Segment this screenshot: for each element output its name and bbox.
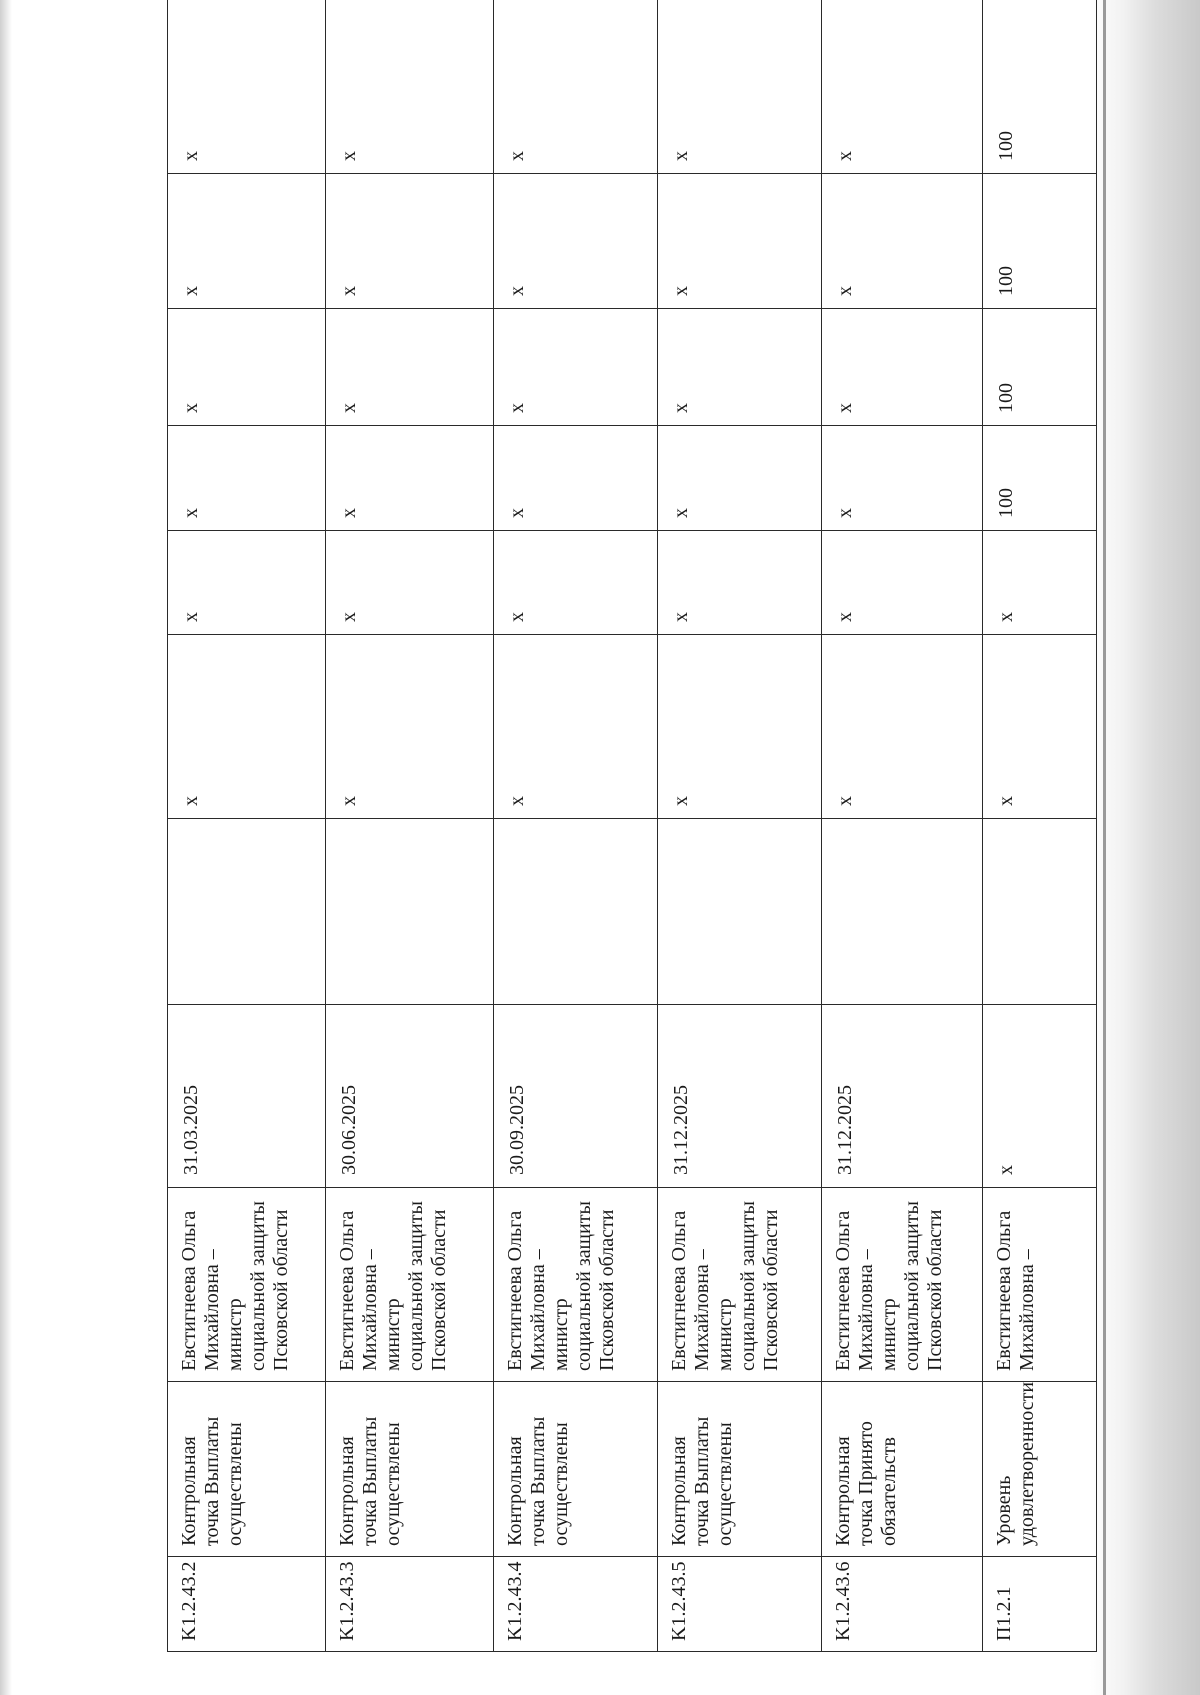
date-cell [167, 1004, 326, 1188]
value-text-8: x [670, 403, 692, 413]
indicator-name-text: Контрольная точка Принято обязательств [832, 1421, 900, 1546]
code-cell [493, 1556, 658, 1652]
value-text-8: 100 [995, 383, 1017, 413]
value-cell-6 [657, 530, 822, 635]
value-text-5: x [834, 796, 856, 806]
value-text-9: x [338, 286, 360, 296]
responsible-cell [167, 1187, 326, 1382]
date-text: x [995, 1165, 1017, 1175]
value-cell-6 [167, 530, 326, 635]
value-cell-5 [657, 634, 822, 819]
value-text-6: x [995, 612, 1017, 622]
value-text-9: x [834, 286, 856, 296]
value-text-10: x [180, 151, 202, 161]
value-cell-7 [493, 425, 658, 531]
empty-cell [821, 818, 983, 1005]
value-cell-10 [493, 0, 658, 174]
responsible-text: Евстигнеева Ольга Михайловна – министр социальной защиты Псковской области [504, 1201, 618, 1371]
value-cell-8 [325, 308, 494, 426]
code-cell [167, 1556, 326, 1652]
value-cell-6 [325, 530, 494, 635]
date-cell [325, 1004, 494, 1188]
indicator-name-cell [325, 1381, 494, 1557]
value-cell-9 [821, 173, 983, 309]
indicator-name-text: Уровень удовлетворенности [993, 1381, 1038, 1546]
value-text-7: x [670, 508, 692, 518]
value-cell-7 [982, 425, 1097, 531]
responsible-cell [821, 1187, 983, 1382]
value-cell-5 [982, 634, 1097, 819]
empty-cell [657, 818, 822, 1005]
indicator-name-text: Контрольная точка Выплаты осуществлены [504, 1416, 572, 1546]
value-text-7: x [834, 508, 856, 518]
value-cell-5 [325, 634, 494, 819]
value-cell-9 [167, 173, 326, 309]
indicator-name-cell [657, 1381, 822, 1557]
value-text-5: x [995, 796, 1017, 806]
scan-right-edge-line [1103, 0, 1106, 1695]
value-cell-10 [982, 0, 1097, 174]
responsible-text: Евстигнеева Ольга Михайловна – министр социальной защиты Псковской области [178, 1201, 292, 1371]
value-cell-7 [325, 425, 494, 531]
value-text-8: x [180, 403, 202, 413]
value-cell-9 [493, 173, 658, 309]
scan-right-edge [1090, 0, 1200, 1695]
code-cell [821, 1556, 983, 1652]
value-text-10: x [670, 151, 692, 161]
code-text: K1.2.43.6 [832, 1561, 854, 1641]
empty-cell [167, 818, 326, 1005]
value-cell-6 [493, 530, 658, 635]
value-cell-5 [167, 634, 326, 819]
value-text-7: 100 [995, 488, 1017, 518]
indicator-name-text: Контрольная точка Выплаты осуществлены [336, 1416, 404, 1546]
value-cell-10 [325, 0, 494, 174]
value-text-7: x [338, 508, 360, 518]
code-text: K1.2.43.2 [178, 1561, 200, 1641]
code-text: K1.2.43.4 [504, 1561, 526, 1641]
value-text-6: x [338, 612, 360, 622]
scan-left-edge [0, 0, 12, 1695]
value-text-9: 100 [995, 266, 1017, 296]
responsible-text: Евстигнеева Ольга Михайловна – министр социальной защиты Псковской области [832, 1201, 946, 1371]
value-cell-5 [493, 634, 658, 819]
value-cell-9 [657, 173, 822, 309]
date-cell [821, 1004, 983, 1188]
value-text-8: x [338, 403, 360, 413]
code-cell [325, 1556, 494, 1652]
value-text-10: x [834, 151, 856, 161]
code-cell [982, 1556, 1097, 1652]
code-cell [657, 1556, 822, 1652]
indicator-name-cell [982, 1381, 1097, 1557]
value-text-5: x [670, 796, 692, 806]
responsible-cell [493, 1187, 658, 1382]
indicator-name-text: Контрольная точка Выплаты осуществлены [178, 1416, 246, 1546]
value-cell-6 [821, 530, 983, 635]
empty-cell [982, 818, 1097, 1005]
value-cell-7 [821, 425, 983, 531]
indicator-name-text: Контрольная точка Выплаты осуществлены [668, 1416, 736, 1546]
value-cell-8 [657, 308, 822, 426]
indicator-name-cell [167, 1381, 326, 1557]
value-cell-10 [821, 0, 983, 174]
date-text: 31.12.2025 [834, 1085, 856, 1175]
value-text-6: x [180, 612, 202, 622]
indicator-name-cell [821, 1381, 983, 1557]
responsible-text: Евстигнеева Ольга Михайловна – министр социальной защиты Псковской области [336, 1201, 450, 1371]
rotated-page [167, 0, 1096, 1652]
value-text-10: x [506, 151, 528, 161]
value-text-10: x [338, 151, 360, 161]
value-text-6: x [834, 612, 856, 622]
date-text: 31.03.2025 [180, 1085, 202, 1175]
value-cell-8 [167, 308, 326, 426]
value-text-10: 100 [995, 131, 1017, 161]
value-cell-8 [493, 308, 658, 426]
value-text-6: x [670, 612, 692, 622]
responsible-text: Евстигнеева Ольга Михайловна – министр социальной защиты Псковской области [668, 1201, 782, 1371]
responsible-text: Евстигнеева Ольга Михайловна – [993, 1210, 1038, 1371]
date-cell [657, 1004, 822, 1188]
responsible-cell [982, 1187, 1097, 1382]
code-text: K1.2.43.5 [668, 1561, 690, 1641]
empty-cell [493, 818, 658, 1005]
value-text-9: x [670, 286, 692, 296]
value-text-8: x [506, 403, 528, 413]
indicator-name-cell [493, 1381, 658, 1557]
value-text-7: x [506, 508, 528, 518]
value-cell-8 [982, 308, 1097, 426]
value-cell-9 [982, 173, 1097, 309]
value-text-5: x [338, 796, 360, 806]
value-text-5: x [180, 796, 202, 806]
value-text-9: x [506, 286, 528, 296]
value-cell-8 [821, 308, 983, 426]
value-cell-7 [167, 425, 326, 531]
value-cell-5 [821, 634, 983, 819]
empty-cell [325, 818, 494, 1005]
value-text-9: x [180, 286, 202, 296]
code-text: K1.2.43.3 [336, 1561, 358, 1641]
code-text: П1.2.1 [993, 1586, 1015, 1641]
value-text-6: x [506, 612, 528, 622]
date-cell [493, 1004, 658, 1188]
value-cell-10 [167, 0, 326, 174]
date-text: 31.12.2025 [670, 1085, 692, 1175]
value-cell-7 [657, 425, 822, 531]
responsible-cell [657, 1187, 822, 1382]
value-text-8: x [834, 403, 856, 413]
value-text-5: x [506, 796, 528, 806]
value-cell-9 [325, 173, 494, 309]
responsible-cell [325, 1187, 494, 1382]
value-cell-10 [657, 0, 822, 174]
value-cell-6 [982, 530, 1097, 635]
value-text-7: x [180, 508, 202, 518]
date-text: 30.09.2025 [506, 1085, 528, 1175]
date-text: 30.06.2025 [338, 1085, 360, 1175]
date-cell [982, 1004, 1097, 1188]
